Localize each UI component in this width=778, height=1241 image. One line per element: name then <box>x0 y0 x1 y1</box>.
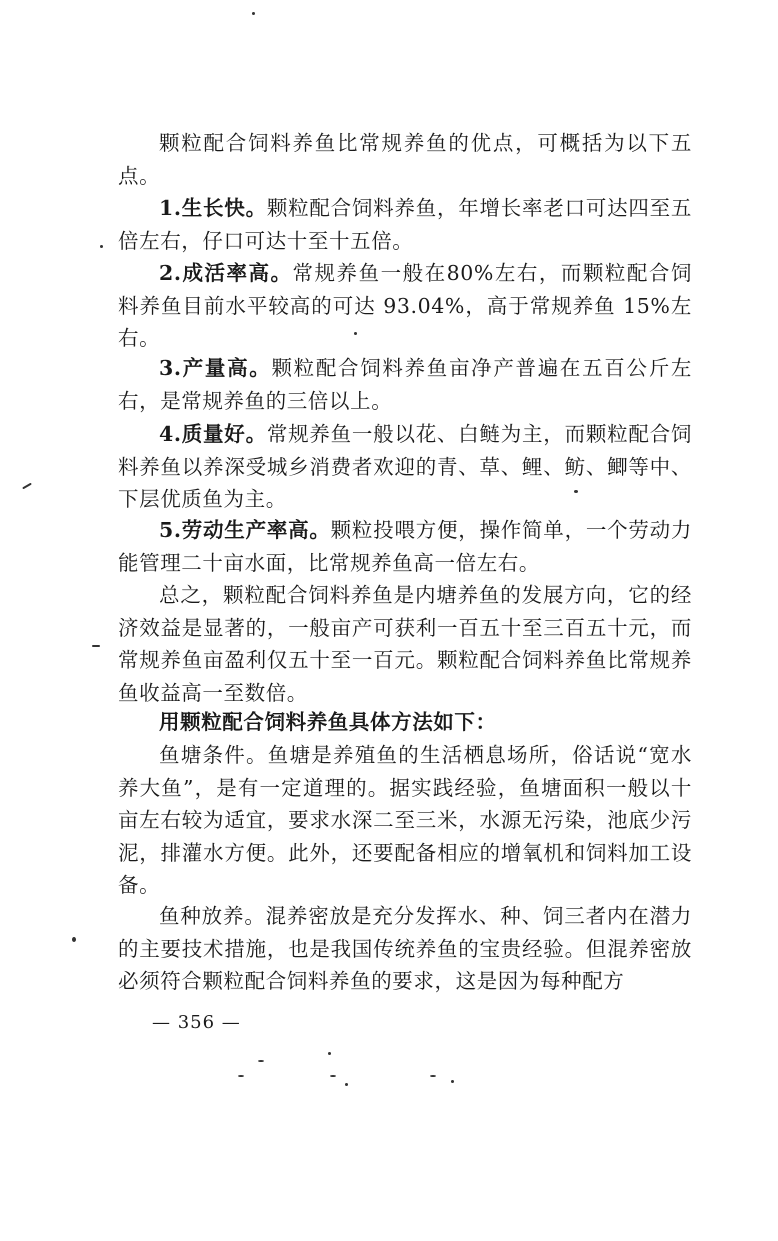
point-heading: 2.成活率高。 <box>159 261 293 285</box>
paragraph-text: 总之，颗粒配合饲料养鱼是内塘养鱼的发展方向，它的经济效益是显著的，一般亩产可获利一百五十至三百五十元，而常规养鱼亩盈利仅五十至一百元。颗粒配合饲料养鱼比常规养鱼收益高一至数倍。 <box>118 583 692 705</box>
scan-speck <box>451 1080 454 1083</box>
scan-speck <box>92 645 100 647</box>
scan-speck <box>574 490 578 493</box>
scan-speck <box>22 483 32 490</box>
paragraph-text: 颗粒投喂方便，操作简单，一个劳动力能管理二十亩水面，比常规养鱼高一倍左右。 <box>118 518 692 575</box>
point-heading: 1.生长快。 <box>159 196 267 220</box>
scan-speck <box>72 937 76 942</box>
paragraph-point-1 <box>118 192 692 257</box>
scan-speck <box>258 1060 264 1062</box>
paragraph-text: 鱼塘条件。鱼塘是养殖鱼的生活栖息场所，俗话说“宽水养大鱼”，是有一定道理的。据实践经验，鱼塘面积一般以十亩左右较为适宜，要求水深二至三米，水源无污染，池底少污泥，排灌水方便。此外，还要配备相应的增氧机和饲料加工设备。 <box>118 743 692 897</box>
scan-speck <box>328 1052 331 1055</box>
paragraph-pond-conditions <box>118 739 692 902</box>
paragraph-intro <box>118 127 692 192</box>
scan-speck <box>354 332 357 335</box>
paragraph-point-4 <box>118 418 692 516</box>
scan-speck <box>252 12 255 15</box>
section-heading <box>118 706 692 739</box>
scan-speck <box>100 245 103 248</box>
scan-speck <box>330 1075 336 1077</box>
paragraph-text: 常规养鱼一般在80%左右，而颗粒配合饲料养鱼目前水平较高的可达 93.04%，高于常规养鱼 15%左右。 <box>118 261 692 350</box>
paragraph-summary <box>118 579 692 709</box>
paragraph-text: 颗粒配合饲料养鱼，年增长率老口可达四至五倍左右，仔口可达十至十五倍。 <box>118 196 692 253</box>
paragraph-text: 常规养鱼一般以花、白鲢为主，而颗粒配合饲料养鱼以养深受城乡消费者欢迎的青、草、鲤、鲂、鲫等中、下层优质鱼为主。 <box>118 422 692 511</box>
paragraph-point-2 <box>118 257 692 355</box>
paragraph-point-3 <box>118 352 692 417</box>
paragraph-fingerling-stocking <box>118 900 692 998</box>
section-heading-text: 用颗粒配合饲料养鱼具体方法如下： <box>159 710 497 734</box>
paragraph-point-5 <box>118 514 692 579</box>
point-heading: 3.产量高。 <box>159 356 272 380</box>
scan-speck <box>430 1075 436 1077</box>
paragraph-text: 颗粒配合饲料养鱼比常规养鱼的优点，可概括为以下五点。 <box>118 131 692 188</box>
paragraph-text: 颗粒配合饲料养鱼亩净产普遍在五百公斤左右，是常规养鱼的三倍以上。 <box>118 356 692 413</box>
point-heading: 4.质量好。 <box>159 422 267 446</box>
scan-speck <box>345 1083 348 1086</box>
paragraph-text: 鱼种放养。混养密放是充分发挥水、种、饲三者内在潜力的主要技术措施，也是我国传统养鱼的宝贵经验。但混养密放必须符合颗粒配合饲料养鱼的要求，这是因为每种配方 <box>118 904 692 993</box>
page-number: — 356 — <box>152 1012 241 1033</box>
point-heading: 5.劳动生产率高。 <box>159 518 331 542</box>
scan-speck <box>238 1075 244 1077</box>
